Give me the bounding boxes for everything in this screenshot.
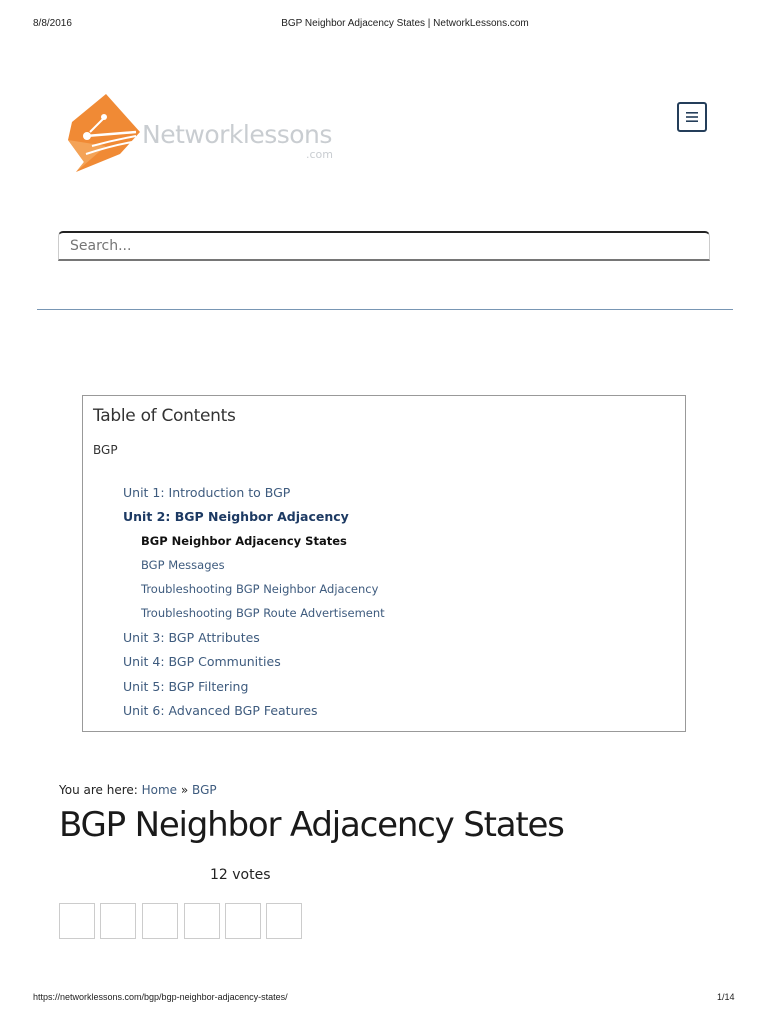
share-button-4[interactable] <box>184 903 220 939</box>
share-button-6[interactable] <box>266 903 302 939</box>
share-button-2[interactable] <box>100 903 136 939</box>
hamburger-menu-icon <box>686 112 698 122</box>
site-logo[interactable] <box>66 92 356 176</box>
breadcrumb-prefix: You are here: <box>59 783 142 797</box>
breadcrumb <box>59 783 217 797</box>
toc-unit-3[interactable]: Unit 3: BGP Attributes <box>123 630 260 645</box>
menu-button[interactable] <box>677 102 707 132</box>
toc-lesson-troubleshooting-route[interactable]: Troubleshooting BGP Route Advertisement <box>141 606 385 620</box>
breadcrumb-bgp-link[interactable]: BGP <box>192 783 217 797</box>
toc-lesson-bgp-messages[interactable]: BGP Messages <box>141 558 225 572</box>
print-title: BGP Neighbor Adjacency States | NetworkLessons.com <box>281 18 529 29</box>
sailboat-logo-icon <box>66 92 142 176</box>
print-url: https://networklessons.com/bgp/bgp-neighbor-adjacency-states/ <box>33 992 288 1002</box>
breadcrumb-home-link[interactable]: Home <box>141 783 178 797</box>
print-date: 8/8/2016 <box>33 18 72 29</box>
share-button-5[interactable] <box>225 903 261 939</box>
share-button-3[interactable] <box>142 903 178 939</box>
vote-count: 12 votes <box>210 867 271 883</box>
print-page-number: 1/14 <box>717 992 735 1002</box>
page-title: BGP Neighbor Adjacency States <box>59 805 564 845</box>
header-divider <box>37 309 733 310</box>
toc-lesson-troubleshooting-adjacency[interactable]: Troubleshooting BGP Neighbor Adjacency <box>141 582 379 596</box>
toc-title: Table of Contents <box>93 406 236 426</box>
share-button-1[interactable] <box>59 903 95 939</box>
logo-subtext: .com <box>306 148 333 161</box>
search-input[interactable] <box>58 231 710 261</box>
toc-unit-2-active[interactable]: Unit 2: BGP Neighbor Adjacency <box>123 509 349 524</box>
toc-unit-5[interactable]: Unit 5: BGP Filtering <box>123 679 249 694</box>
toc-unit-4[interactable]: Unit 4: BGP Communities <box>123 654 281 669</box>
breadcrumb-separator: » <box>177 783 193 797</box>
toc-lesson-current[interactable]: BGP Neighbor Adjacency States <box>141 534 347 548</box>
toc-unit-6[interactable]: Unit 6: Advanced BGP Features <box>123 703 318 718</box>
toc-unit-1[interactable]: Unit 1: Introduction to BGP <box>123 485 291 500</box>
toc-section-bgp: BGP <box>93 443 118 457</box>
table-of-contents <box>82 395 686 732</box>
logo-text: Networklessons <box>142 120 332 149</box>
